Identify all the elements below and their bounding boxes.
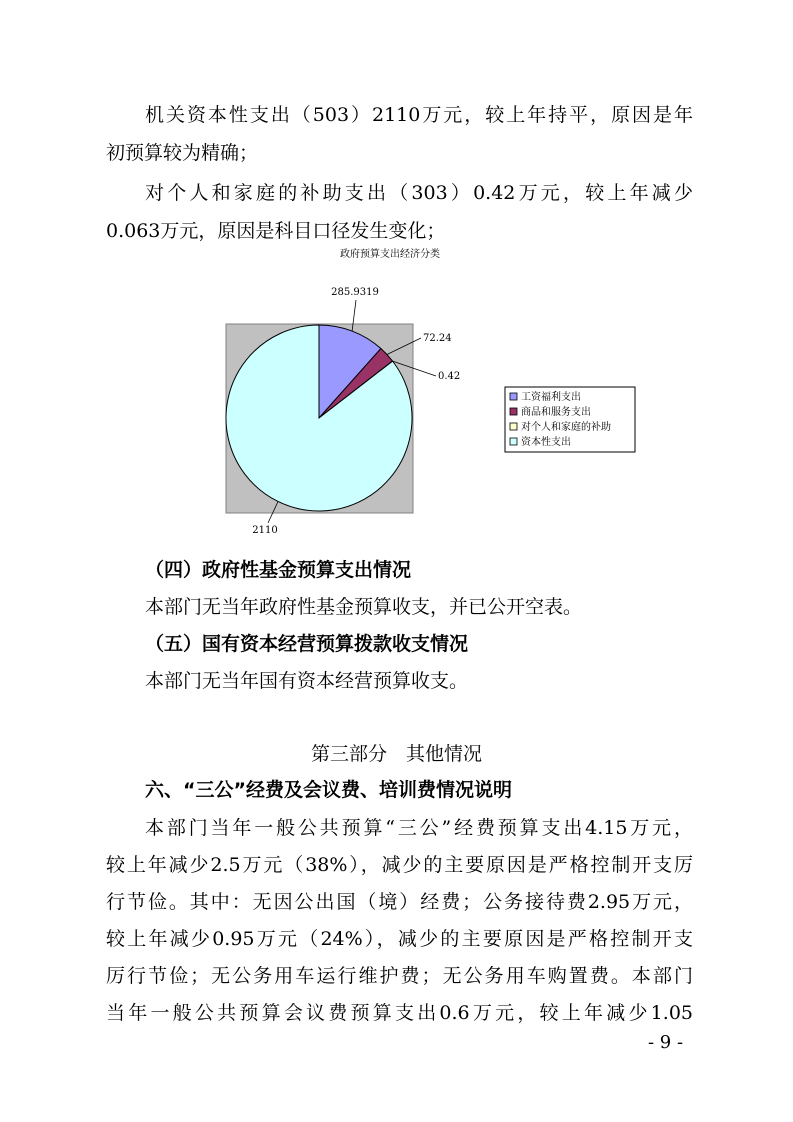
paragraph-capital-line2: 初预算较为精确； (106, 142, 259, 164)
section6-line: 当年一般公共预算会议费预算支出0.6万元，较上年减少1.05 (106, 1002, 693, 1024)
data-label: 285.9319 (331, 287, 379, 298)
section6-line: 厉行节俭；无公务用车运行维护费；无公务用车购置费。本部门 (106, 965, 693, 987)
legend-swatch (510, 393, 517, 400)
legend-label: 对个人和家庭的补助 (521, 422, 611, 433)
section5-heading: （五）国有资本经营预算拨款收支情况 (145, 633, 469, 655)
section6-line: 较上年减少2.5万元（38%），减少的主要原因是严格控制开支厉 (106, 854, 693, 876)
section6-line: 行节俭。其中：无因公出国（境）经费；公务接待费2.95万元， (106, 891, 693, 913)
section6-heading: 六、“三公”经费及会议费、培训费情况说明 (145, 779, 512, 801)
section4-heading: （四）政府性基金预算支出情况 (145, 559, 412, 581)
chart-title: 政府预算支出经济分类 (340, 249, 440, 260)
section6-line: 较上年减少0.95万元（24%），减少的主要原因是严格控制开支 (106, 928, 693, 950)
paragraph-subsidy-line2: 0.063万元，原因是科目口径发生变化； (106, 220, 446, 242)
section4-text: 本部门无当年政府性基金预算收支，并已公开空表。 (145, 596, 583, 618)
legend-swatch (510, 423, 517, 430)
data-label: 72.24 (423, 333, 452, 344)
pie-chart (0, 240, 793, 550)
legend-label: 工资福利支出 (521, 392, 581, 403)
paragraph-subsidy-line1: 对个人和家庭的补助支出（303）0.42万元，较上年减少 (145, 182, 693, 204)
part3-title: 第三部分 其他情况 (310, 743, 482, 765)
legend-label: 资本性支出 (521, 437, 571, 448)
legend-swatch (510, 408, 517, 415)
section6-line: 本部门当年一般公共预算“三公”经费预算支出4.15万元， (145, 817, 693, 839)
data-label: 0.42 (438, 371, 461, 382)
data-label: 2110 (252, 525, 278, 536)
section5-text: 本部门无当年国有资本经营预算收支。 (145, 670, 469, 692)
legend-label: 商品和服务支出 (521, 407, 591, 418)
page-number: - 9 - (648, 1032, 684, 1053)
legend-swatch (510, 438, 517, 445)
paragraph-capital-line1: 机关资本性支出（503）2110万元，较上年持平，原因是年 (145, 104, 693, 126)
